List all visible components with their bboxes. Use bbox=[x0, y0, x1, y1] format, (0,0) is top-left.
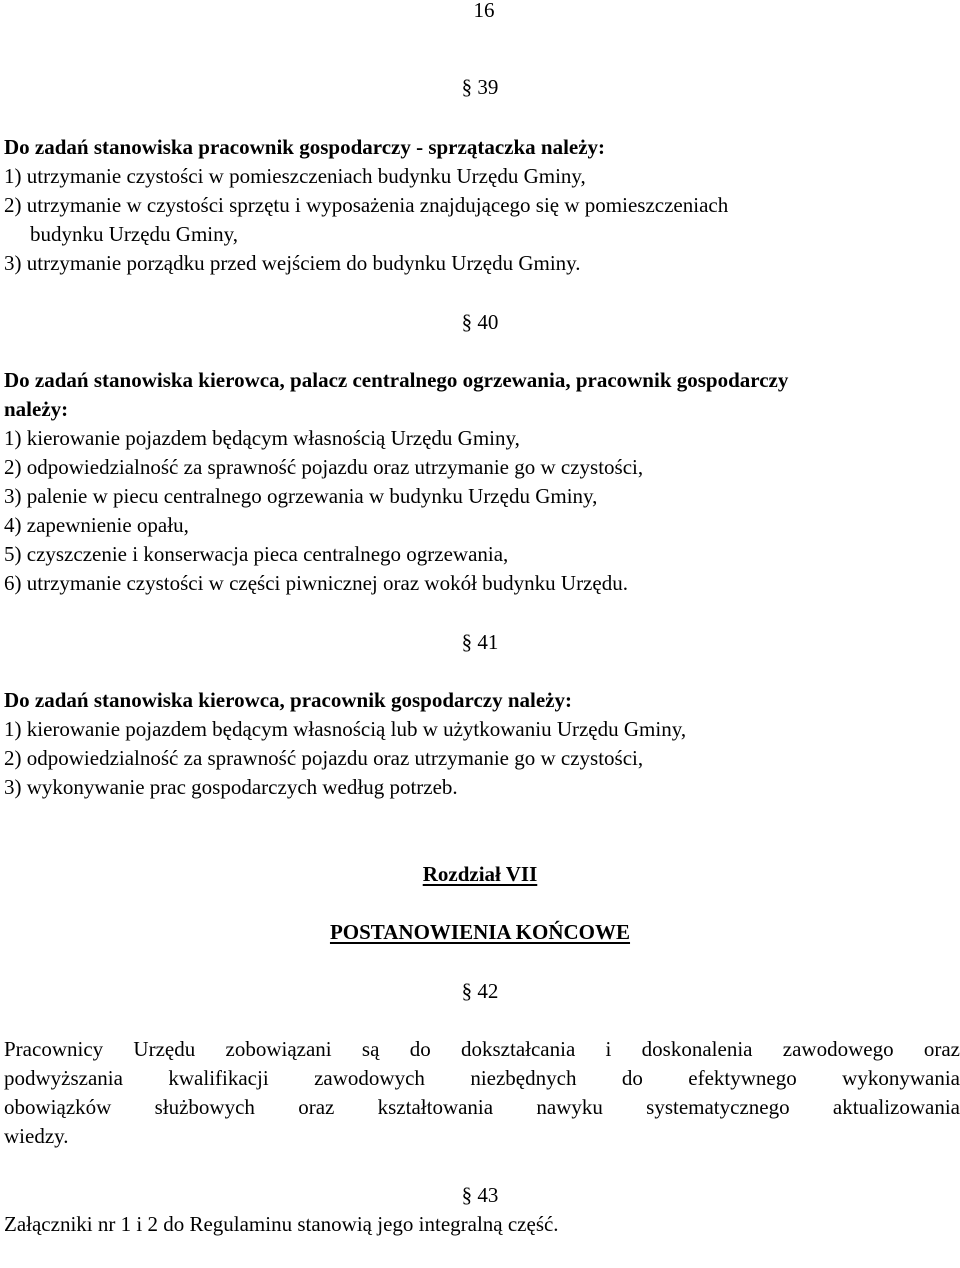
section-39-item: 2) utrzymanie w czystości sprzętu i wyposażenia znajdującego się w pomieszczeniach bbox=[4, 193, 729, 217]
section-40-heading-line2: należy: bbox=[4, 397, 69, 421]
paragraph-mark-43: § 43 bbox=[461, 1183, 499, 1207]
section-42-paragraph bbox=[4, 1035, 960, 1151]
section-40-item: 3) palenie w piecu centralnego ogrzewania w budynku Urzędu Gminy, bbox=[4, 484, 598, 508]
section-43-text: Załączniki nr 1 i 2 do Regulaminu stanowią jego integralną część. bbox=[4, 1212, 559, 1236]
section-41-item: 3) wykonywanie prac gospodarczych według potrzeb. bbox=[4, 775, 458, 799]
section-40-heading-line1: Do zadań stanowiska kierowca, palacz centralnego ogrzewania, pracownik gospodarczy bbox=[4, 368, 789, 392]
section-39-item-continuation: budynku Urzędu Gminy, bbox=[30, 222, 239, 246]
section-40-item: 2) odpowiedzialność za sprawność pojazdu oraz utrzymanie go w czystości, bbox=[4, 455, 644, 479]
section-42-line: obowiązków służbowych oraz kształtowania nawyku systematycznego aktualizowania bbox=[4, 1095, 960, 1119]
section-41-heading: Do zadań stanowiska kierowca, pracownik gospodarczy należy: bbox=[4, 688, 572, 712]
chapter-title: POSTANOWIENIA KOŃCOWE bbox=[329, 920, 631, 944]
paragraph-mark-39: § 39 bbox=[461, 75, 499, 99]
page-number: 16 bbox=[473, 0, 495, 22]
section-40-item: 1) kierowanie pojazdem będącym własnością Urzędu Gminy, bbox=[4, 426, 520, 450]
section-39-heading: Do zadań stanowiska pracownik gospodarczy - sprzątaczka należy: bbox=[4, 135, 606, 159]
section-39-item: 3) utrzymanie porządku przed wejściem do budynku Urzędu Gminy. bbox=[4, 251, 581, 275]
section-42-line: Pracownicy Urzędu zobowiązani są do dokształcania i doskonalenia zawodowego oraz bbox=[4, 1037, 960, 1061]
section-40-item: 6) utrzymanie czystości w części piwnicznej oraz wokół budynku Urzędu. bbox=[4, 571, 628, 595]
paragraph-mark-40: § 40 bbox=[461, 310, 499, 334]
chapter-number: Rozdział VII bbox=[422, 862, 538, 886]
paragraph-mark-41: § 41 bbox=[461, 630, 499, 654]
section-42-line: podwyższania kwalifikacji zawodowych niezbędnych do efektywnego wykonywania bbox=[4, 1066, 960, 1090]
section-39-item: 1) utrzymanie czystości w pomieszczeniach budynku Urzędu Gminy, bbox=[4, 164, 586, 188]
section-42-line: wiedzy. bbox=[4, 1124, 69, 1148]
section-41-item: 1) kierowanie pojazdem będącym własnością lub w użytkowaniu Urzędu Gminy, bbox=[4, 717, 687, 741]
section-40-item: 5) czyszczenie i konserwacja pieca centralnego ogrzewania, bbox=[4, 542, 509, 566]
paragraph-mark-42: § 42 bbox=[461, 979, 499, 1003]
section-40-item: 4) zapewnienie opału, bbox=[4, 513, 189, 537]
section-41-item: 2) odpowiedzialność za sprawność pojazdu oraz utrzymanie go w czystości, bbox=[4, 746, 644, 770]
